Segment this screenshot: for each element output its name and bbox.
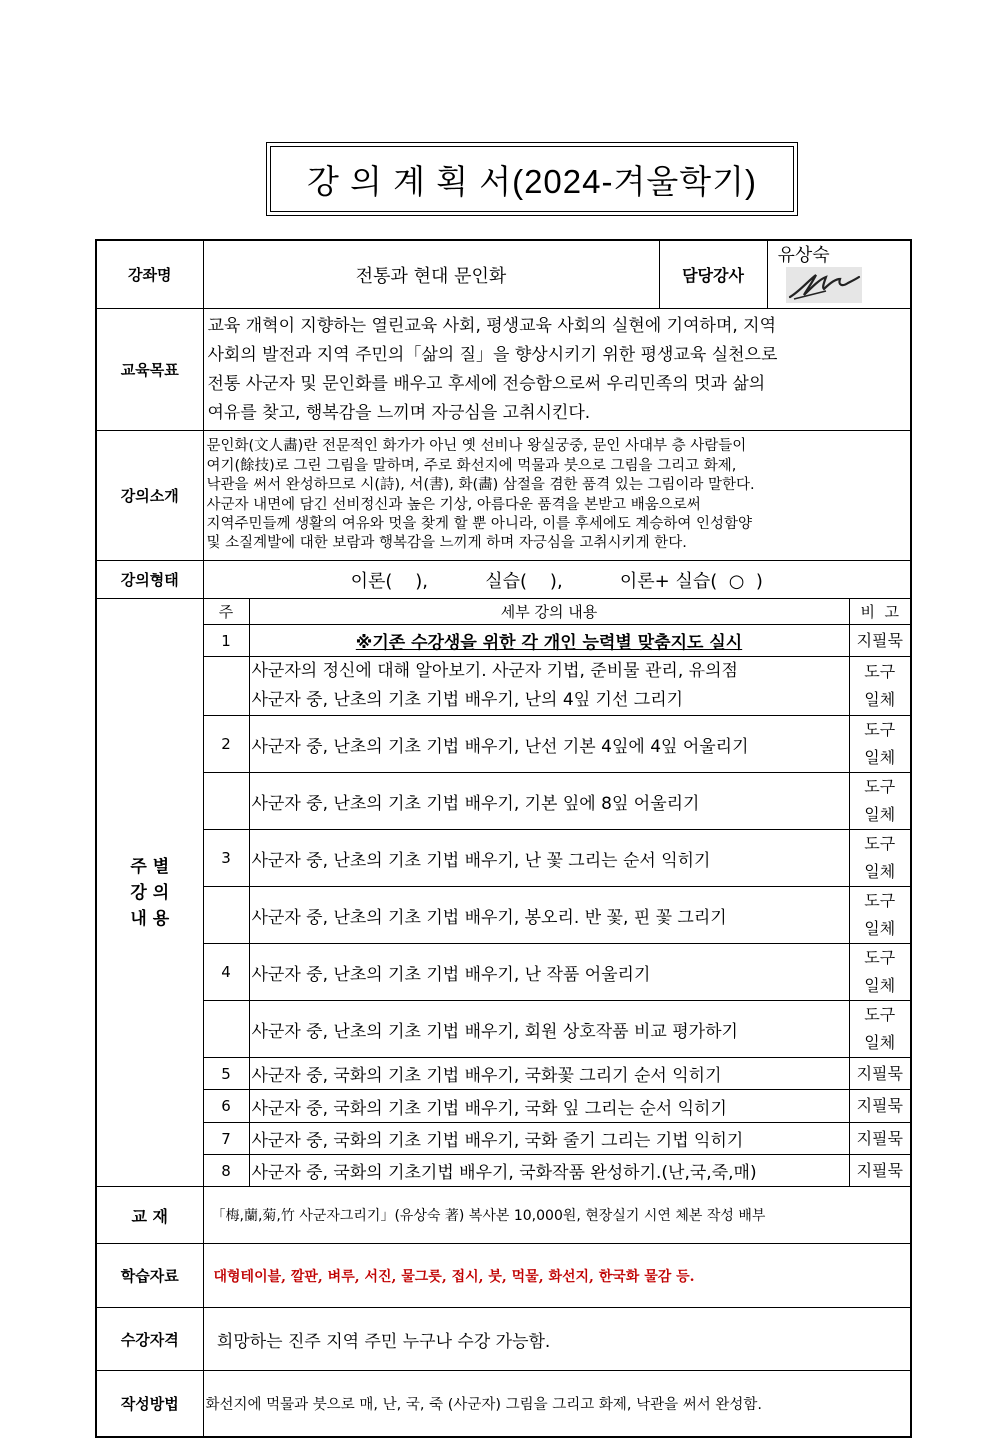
week-number: 2 [203,716,249,773]
eligibility-row [96,1308,911,1371]
content-column-header: 세부 강의 내용 [249,599,849,625]
week-note [849,944,911,1001]
title-box-outer [266,142,798,216]
lecture-plan-table [95,239,912,1438]
week-note-line: 도구 [864,948,896,967]
week-note-line: 도구 [864,891,896,910]
textbook-text: 「梅,蘭,菊,竹 사군자그리기」(유상숙 著) 복사본 10,000원, 현장실기 시연 체본 작성 배부 [203,1187,911,1244]
intro-line: 여기(餘技)로 그린 그림을 말하며, 주로 화선지에 먹물과 붓으로 그림을 그리고 화제, [206,457,737,474]
week-number: 3 [203,830,249,887]
intro-line: 낙관을 써서 완성하므로 시(詩), 서(書), 화(畵) 삼절을 겸한 품격 있는 그림이라 말한다. [206,477,755,494]
textbook-row [96,1187,911,1244]
format-row [96,561,911,599]
weekly-row [96,944,911,1001]
weekly-row [96,1090,911,1123]
week-number: 1 [203,625,249,657]
weekly-row [96,1123,911,1155]
method-label: 작성방법 [96,1371,203,1437]
week-note-line: 일체 [864,690,896,709]
eligibility-label: 수강자격 [96,1308,203,1371]
week-note: 지필묵 [849,1123,911,1155]
intro-line: 사군자 내면에 담긴 선비정신과 높은 기상, 아름다운 품격을 본받고 배움으로써 [206,496,701,513]
weekly-label-line: 주 별 [130,856,170,877]
goal-line: 사회의 발전과 지역 주민의「삶의 질」을 향상시키기 위한 평생교육 실천으로 [207,344,778,365]
week-note [849,887,911,944]
week-content: 사군자 중, 난초의 기초 기법 배우기, 난 꽃 그리는 순서 익히기 [249,830,849,887]
week-content: 사군자 중, 난초의 기초 기법 배우기, 기본 잎에 8잎 어울리기 [249,773,849,830]
format-value: 이론( ), 실습( ), 이론+ 실습( ○ ) [203,561,911,599]
week-note-line: 일체 [864,862,896,881]
week-note-line: 일체 [864,1033,896,1052]
week-content-line: 사군자의 정신에 대해 알아보기. 사군자 기법, 준비물 관리, 유의점 [251,661,738,681]
weekly-row [96,716,911,773]
weekly-header-row [96,599,911,625]
week-content: 사군자 중, 국화의 기초 기법 배우기, 국화꽃 그리기 순서 익히기 [249,1058,849,1090]
course-name: 전통과 현대 문인화 [203,240,659,309]
weekly-row [96,1001,911,1058]
weekly-row [96,657,911,716]
week-note-line: 일체 [864,748,896,767]
intro-label: 강의소개 [96,431,203,561]
goal-line: 여유를 찾고, 행복감을 느끼며 자긍심을 고취시킨다. [207,402,591,423]
weekly-row [96,830,911,887]
instructor-label: 담당강사 [659,240,767,309]
week-number: 8 [203,1155,249,1187]
course-label: 강좌명 [96,240,203,309]
week-note: 지필묵 [849,1058,911,1090]
week-note: 지필묵 [849,625,911,657]
week-note: 지필묵 [849,1090,911,1123]
weekly-label [96,599,203,1187]
goal-label: 교육목표 [96,309,203,431]
week-note [849,716,911,773]
week-content [249,657,849,716]
week-note [849,657,911,716]
intro-line: 및 소질계발에 대한 보람과 행복감을 느끼게 하며 자긍심을 고취시키게 한다. [206,535,687,552]
week-note-line: 일체 [864,805,896,824]
week-content: 사군자 중, 국화의 기초 기법 배우기, 국화 잎 그리는 순서 익히기 [249,1090,849,1123]
intro-row [96,431,911,561]
week-number [203,773,249,830]
intro-line: 문인화(文人畵)란 전문적인 화가가 아닌 옛 선비나 왕실궁중, 문인 사대부 층 사람들이 [206,438,747,455]
format-label: 강의형태 [96,561,203,599]
weekly-row [96,1058,911,1090]
weekly-row [96,1155,911,1187]
week-content: 사군자 중, 국화의 기초기법 배우기, 국화작품 완성하기.(난,국,죽,매) [249,1155,849,1187]
materials-label: 학습자료 [96,1244,203,1308]
week-note-line: 도구 [864,662,896,681]
goal-text [203,309,911,431]
course-row [96,240,911,309]
week-note [849,830,911,887]
week-number: 5 [203,1058,249,1090]
document-title: 강 의 계 획 서(2024-겨울학기) [270,146,794,212]
week-content: 사군자 중, 난초의 기초 기법 배우기, 회원 상호작품 비교 평가하기 [249,1001,849,1058]
week-column-header: 주 [203,599,249,625]
week-note-line: 도구 [864,720,896,739]
week-number [203,887,249,944]
textbook-label: 교 재 [96,1187,203,1244]
week-content: 사군자 중, 국화의 기초 기법 배우기, 국화 줄기 그리는 기법 익히기 [249,1123,849,1155]
week-content: ※기존 수강생을 위한 각 개인 능력별 맞춤지도 실시 [249,625,849,657]
week-number: 4 [203,944,249,1001]
week-note-line: 도구 [864,834,896,853]
goal-line: 전통 사군자 및 문인화를 배우고 후세에 전승함으로써 우리민족의 멋과 삶의 [207,373,766,394]
weekly-row [96,625,911,657]
week-number [203,657,249,716]
weekly-row [96,773,911,830]
signature-image [786,267,862,308]
note-column-header: 비 고 [849,599,911,625]
weekly-row [96,887,911,944]
intro-text [203,431,911,561]
instructor-cell [767,240,911,309]
week-note-line: 일체 [864,976,896,995]
instructor-name: 유상숙 [777,245,830,266]
week-content: 사군자 중, 난초의 기초 기법 배우기, 난선 기본 4잎에 4잎 어울리기 [249,716,849,773]
week-note [849,773,911,830]
week-number: 6 [203,1090,249,1123]
week-number [203,1001,249,1058]
week-note [849,1001,911,1058]
eligibility-text: 희망하는 진주 지역 주민 누구나 수강 가능함. [203,1308,911,1371]
week-note-line: 도구 [864,1005,896,1024]
weekly-label-line: 내 용 [130,908,170,929]
weekly-label-line: 강 의 [130,882,170,903]
intro-line: 지역주민들께 생활의 여유와 멋을 찾게 할 뿐 아니라, 이를 후세에도 계승하여 인성함양 [206,515,753,532]
goal-line: 교육 개혁이 지향하는 열린교육 사회, 평생교육 사회의 실현에 기여하며, 지역 [207,315,777,336]
method-text: 화선지에 먹물과 붓으로 매, 난, 국, 죽 (사군자) 그림을 그리고 화제, 낙관을 써서 완성함. [203,1371,911,1437]
week-number: 7 [203,1123,249,1155]
week-content: 사군자 중, 난초의 기초 기법 배우기, 난 작품 어울리기 [249,944,849,1001]
week-note: 지필묵 [849,1155,911,1187]
week-note-line: 일체 [864,919,896,938]
week-content: 사군자 중, 난초의 기초 기법 배우기, 봉오리. 반 꽃, 핀 꽃 그리기 [249,887,849,944]
method-row [96,1371,911,1437]
materials-text: 대형테이블, 깔판, 벼루, 서진, 물그릇, 접시, 붓, 먹물, 화선지, 한국화 물감 등. [203,1244,911,1308]
goal-row [96,309,911,431]
week-content-line: 사군자 중, 난초의 기초 기법 배우기, 난의 4잎 기선 그리기 [251,690,684,710]
materials-row [96,1244,911,1308]
week-note-line: 도구 [864,777,896,796]
